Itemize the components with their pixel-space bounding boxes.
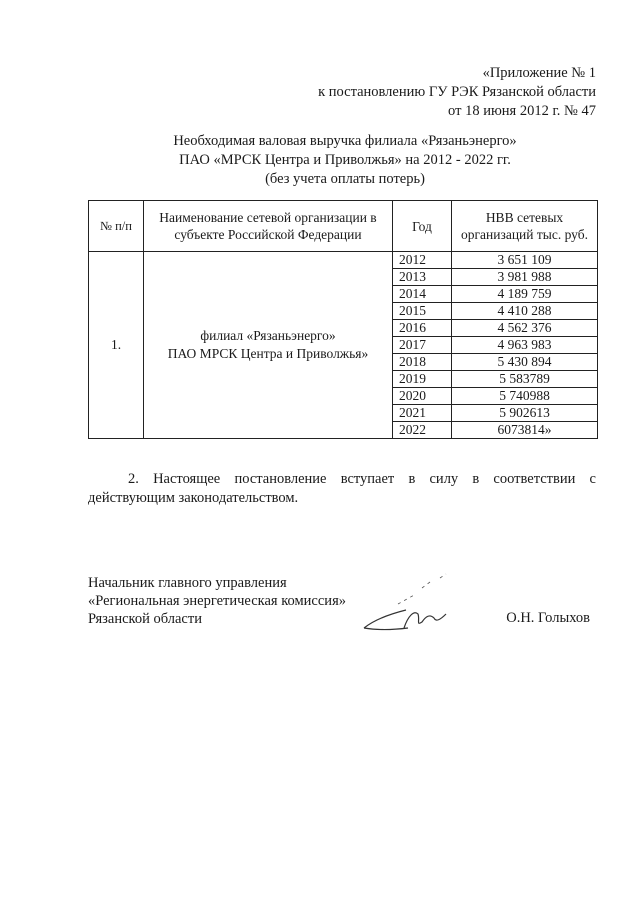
signatory-line-1: Начальник главного управления	[88, 575, 287, 591]
year-cell: 2022	[393, 422, 452, 439]
document-title	[90, 132, 600, 189]
signatory-line-3: Рязанской области	[88, 611, 202, 627]
row-number: 1.	[89, 252, 144, 439]
year-cell: 2021	[393, 405, 452, 422]
year-cell: 2015	[393, 303, 452, 320]
header-org: Наименование сетевой организации в субъекте Российской Федерации	[144, 201, 393, 252]
signatory-name: О.Н. Голыхов	[506, 610, 590, 626]
header-nvv: НВВ сетевых организаций тыс. руб.	[452, 201, 598, 252]
appendix-line-3: от 18 июня 2012 г. № 47	[448, 103, 596, 119]
year-cell: 2018	[393, 354, 452, 371]
appendix-line-2: к постановлению ГУ РЭК Рязанской области	[318, 84, 596, 100]
year-cell: 2017	[393, 337, 452, 354]
signatory-line-2: «Региональная энергетическая комиссия»	[88, 593, 346, 609]
nvv-value-cell: 5 902613	[452, 405, 598, 422]
title-line-3: (без учета оплаты потерь)	[265, 171, 425, 187]
title-line-2: ПАО «МРСК Центра и Приволжья» на 2012 - 2022 гг.	[179, 152, 511, 168]
nvv-value-cell: 5 583789	[452, 371, 598, 388]
appendix-header	[318, 64, 596, 121]
organization-line-1: филиал «Рязаньэнерго»	[200, 328, 336, 343]
signatory-title	[88, 574, 346, 628]
header-num: № п/п	[89, 201, 144, 252]
nvv-value-cell: 4 562 376	[452, 320, 598, 337]
title-line-1: Необходимая валовая выручка филиала «Рязаньэнерго»	[173, 133, 517, 149]
appendix-line-1: «Приложение № 1	[482, 65, 596, 81]
organization-name	[144, 252, 393, 439]
nvv-value-cell: 5 430 894	[452, 354, 598, 371]
header-year: Год	[393, 201, 452, 252]
nvv-value-cell: 5 740988	[452, 388, 598, 405]
year-cell: 2014	[393, 286, 452, 303]
year-cell: 2013	[393, 269, 452, 286]
nvv-value-cell: 3 651 109	[452, 252, 598, 269]
nvv-value-cell: 4 963 983	[452, 337, 598, 354]
nvv-value-cell: 4 189 759	[452, 286, 598, 303]
year-cell: 2020	[393, 388, 452, 405]
nvv-table	[88, 200, 598, 439]
nvv-value-cell: 6073814»	[452, 422, 598, 439]
handwritten-signature	[356, 570, 466, 636]
year-cell: 2012	[393, 252, 452, 269]
paragraph-2: 2. Настоящее постановление вступает в силу в соответствии с действующим законодательством.	[88, 471, 596, 506]
year-cell: 2016	[393, 320, 452, 337]
nvv-value-cell: 3 981 988	[452, 269, 598, 286]
organization-line-2: ПАО МРСК Центра и Приволжья»	[167, 346, 369, 361]
table-header-row	[89, 201, 598, 252]
table-row	[89, 252, 598, 269]
nvv-value-cell: 4 410 288	[452, 303, 598, 320]
year-cell: 2019	[393, 371, 452, 388]
